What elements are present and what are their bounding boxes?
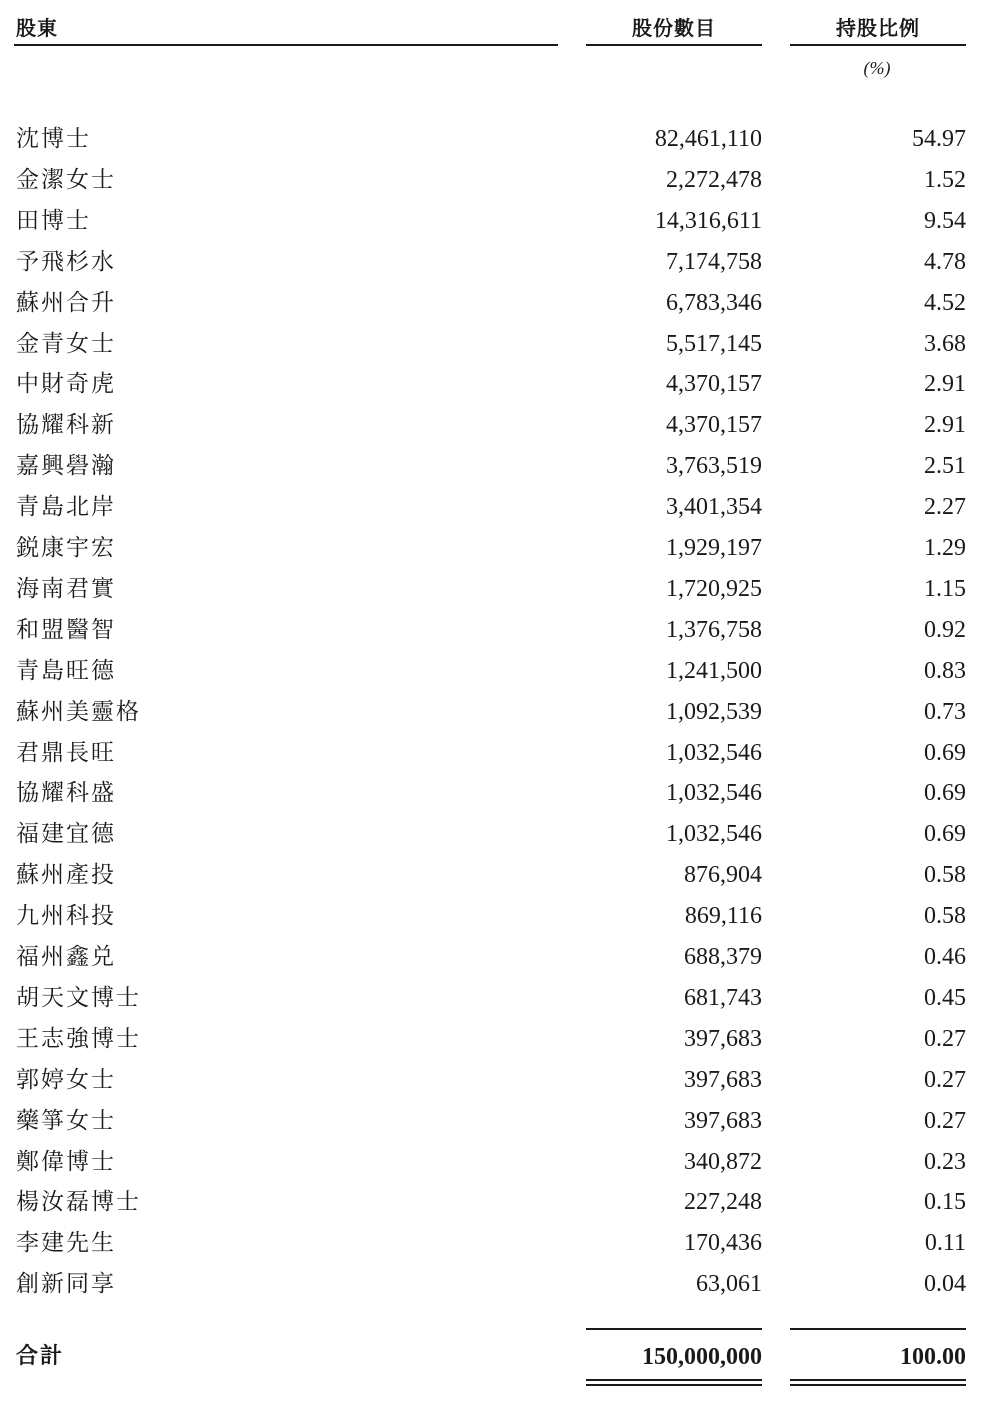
shareholder-name: 李建先生 (16, 1230, 116, 1256)
shareholding-percentage: 4.52 (924, 290, 966, 316)
total-double-rule-percentage-bottom (790, 1384, 966, 1386)
table-row (0, 695, 983, 729)
subtotal-rule-shares (586, 1328, 762, 1330)
table-row (0, 286, 983, 320)
shareholding-percentage: 9.54 (924, 208, 966, 234)
share-count: 63,061 (696, 1271, 762, 1297)
shareholding-percentage: 54.97 (912, 126, 966, 152)
share-count: 1,376,758 (666, 617, 762, 643)
table-row (0, 572, 983, 606)
share-count: 688,379 (684, 944, 762, 970)
share-count: 3,401,354 (666, 494, 762, 520)
shareholder-name: 創新同享 (16, 1271, 116, 1297)
shareholding-percentage: 0.69 (924, 821, 966, 847)
table-row (0, 531, 983, 565)
share-count: 6,783,346 (666, 290, 762, 316)
shareholding-percentage: 0.69 (924, 740, 966, 766)
shareholding-percentage: 0.58 (924, 903, 966, 929)
shareholder-name: 田博士 (16, 208, 91, 234)
table-row (0, 1267, 983, 1301)
share-count: 4,370,157 (666, 371, 762, 397)
shareholder-name: 鋭康宇宏 (16, 535, 116, 561)
share-count: 14,316,611 (654, 208, 762, 234)
shareholding-percentage: 0.58 (924, 862, 966, 888)
header-percentage: 持股比例 (836, 16, 920, 40)
shareholding-percentage: 4.78 (924, 249, 966, 275)
share-count: 5,517,145 (666, 331, 762, 357)
shareholding-percentage: 0.83 (924, 658, 966, 684)
header-shares: 股份數目 (632, 16, 716, 40)
shareholding-percentage: 0.73 (924, 699, 966, 725)
shareholder-name: 藥箏女士 (16, 1108, 116, 1134)
share-count: 869,116 (684, 903, 762, 929)
shareholder-name: 君鼎長旺 (16, 740, 116, 766)
shareholding-percentage: 0.69 (924, 780, 966, 806)
header-rule-percentage (790, 44, 966, 46)
total-double-rule-shares-bottom (586, 1384, 762, 1386)
shareholding-percentage: 1.52 (924, 167, 966, 193)
shareholder-name: 予飛杉水 (16, 249, 116, 275)
shareholding-percentage: 2.27 (924, 494, 966, 520)
shareholding-percentage: 0.27 (924, 1026, 966, 1052)
table-row (0, 490, 983, 524)
shareholder-name: 金青女士 (16, 331, 116, 357)
table-row (0, 1185, 983, 1219)
total-label: 合計 (16, 1344, 65, 1369)
share-count: 4,370,157 (666, 412, 762, 438)
shareholder-name: 蘇州產投 (16, 862, 116, 888)
shareholding-percentage: 1.15 (924, 576, 966, 602)
shareholder-name: 蘇州美靈格 (16, 699, 141, 725)
shareholder-name: 福建宜德 (16, 821, 116, 847)
shareholding-percentage: 0.27 (924, 1067, 966, 1093)
total-shares: 150,000,000 (642, 1344, 762, 1370)
shareholding-percentage: 0.92 (924, 617, 966, 643)
shareholder-name: 胡天文博士 (16, 985, 141, 1011)
table-row (0, 817, 983, 851)
table-row (0, 245, 983, 279)
shareholder-name: 王志強博士 (16, 1026, 141, 1052)
shareholder-name: 和盟醫智 (16, 617, 116, 643)
share-count: 340,872 (684, 1149, 762, 1175)
shareholding-percentage: 2.91 (924, 412, 966, 438)
table-row (0, 327, 983, 361)
shareholder-name: 蘇州合升 (16, 290, 116, 316)
shareholding-percentage: 0.46 (924, 944, 966, 970)
percent-unit-label: (%) (863, 58, 891, 78)
shareholder-name: 楊汝磊博士 (16, 1189, 141, 1215)
total-double-rule-percentage-top (790, 1379, 966, 1381)
table-row (0, 899, 983, 933)
shareholding-percentage: 0.45 (924, 985, 966, 1011)
shareholder-name: 郭婷女士 (16, 1067, 116, 1093)
share-count: 397,683 (684, 1067, 762, 1093)
share-count: 7,174,758 (666, 249, 762, 275)
table-row (0, 858, 983, 892)
table-row (0, 613, 983, 647)
table-row (0, 1063, 983, 1097)
share-count: 1,241,500 (666, 658, 762, 684)
shareholding-percentage: 0.11 (924, 1230, 966, 1256)
shareholding-percentage: 0.27 (924, 1108, 966, 1134)
table-row (0, 1145, 983, 1179)
table-row (0, 449, 983, 483)
share-count: 1,092,539 (666, 699, 762, 725)
subtotal-rule-percentage (790, 1328, 966, 1330)
shareholder-name: 金潔女士 (16, 167, 116, 193)
table-row (0, 1022, 983, 1056)
shareholder-name: 協耀科盛 (16, 780, 116, 806)
table-row (0, 654, 983, 688)
table-row (0, 163, 983, 197)
header-rule-shares (586, 44, 762, 46)
share-count: 3,763,519 (666, 453, 762, 479)
table-row (0, 981, 983, 1015)
shareholder-name: 協耀科新 (16, 412, 116, 438)
total-percentage: 100.00 (900, 1344, 966, 1370)
share-count: 2,272,478 (666, 167, 762, 193)
table-row (0, 408, 983, 442)
shareholding-percentage: 0.15 (924, 1189, 966, 1215)
shareholder-name: 青島北岸 (16, 494, 116, 520)
header-rule-shareholder (14, 44, 558, 46)
shareholder-name: 嘉興礐瀚 (16, 453, 116, 479)
table-row (0, 1226, 983, 1260)
share-count: 1,929,197 (666, 535, 762, 561)
table-row (0, 940, 983, 974)
shareholder-name: 福州鑫兑 (16, 944, 116, 970)
total-row (0, 1340, 983, 1374)
table-row (0, 736, 983, 770)
table-row (0, 204, 983, 238)
shareholding-percentage: 0.04 (924, 1271, 966, 1297)
shareholder-name: 青島旺德 (16, 658, 116, 684)
share-count: 82,461,110 (654, 126, 762, 152)
share-count: 227,248 (684, 1189, 762, 1215)
table-row (0, 122, 983, 156)
shareholder-name: 九州科投 (16, 903, 116, 929)
table-row (0, 1104, 983, 1138)
shareholding-percentage: 2.91 (924, 371, 966, 397)
table-row (0, 367, 983, 401)
shareholder-name: 沈博士 (16, 126, 91, 152)
shareholder-name: 海南君實 (16, 576, 116, 602)
shareholding-percentage: 3.68 (924, 331, 966, 357)
share-count: 681,743 (684, 985, 762, 1011)
header-shareholder: 股東 (16, 16, 58, 40)
shareholder-name: 鄭偉博士 (16, 1149, 116, 1175)
total-double-rule-shares-top (586, 1379, 762, 1381)
share-count: 170,436 (684, 1230, 762, 1256)
share-count: 397,683 (684, 1026, 762, 1052)
share-count: 1,032,546 (666, 780, 762, 806)
share-count: 1,032,546 (666, 740, 762, 766)
share-count: 1,720,925 (666, 576, 762, 602)
table-row (0, 776, 983, 810)
shareholding-percentage: 1.29 (924, 535, 966, 561)
share-count: 876,904 (684, 862, 762, 888)
shareholder-name: 中財奇虎 (16, 371, 116, 397)
shareholding-percentage: 0.23 (924, 1149, 966, 1175)
shareholding-percentage: 2.51 (924, 453, 966, 479)
share-count: 1,032,546 (666, 821, 762, 847)
share-count: 397,683 (684, 1108, 762, 1134)
